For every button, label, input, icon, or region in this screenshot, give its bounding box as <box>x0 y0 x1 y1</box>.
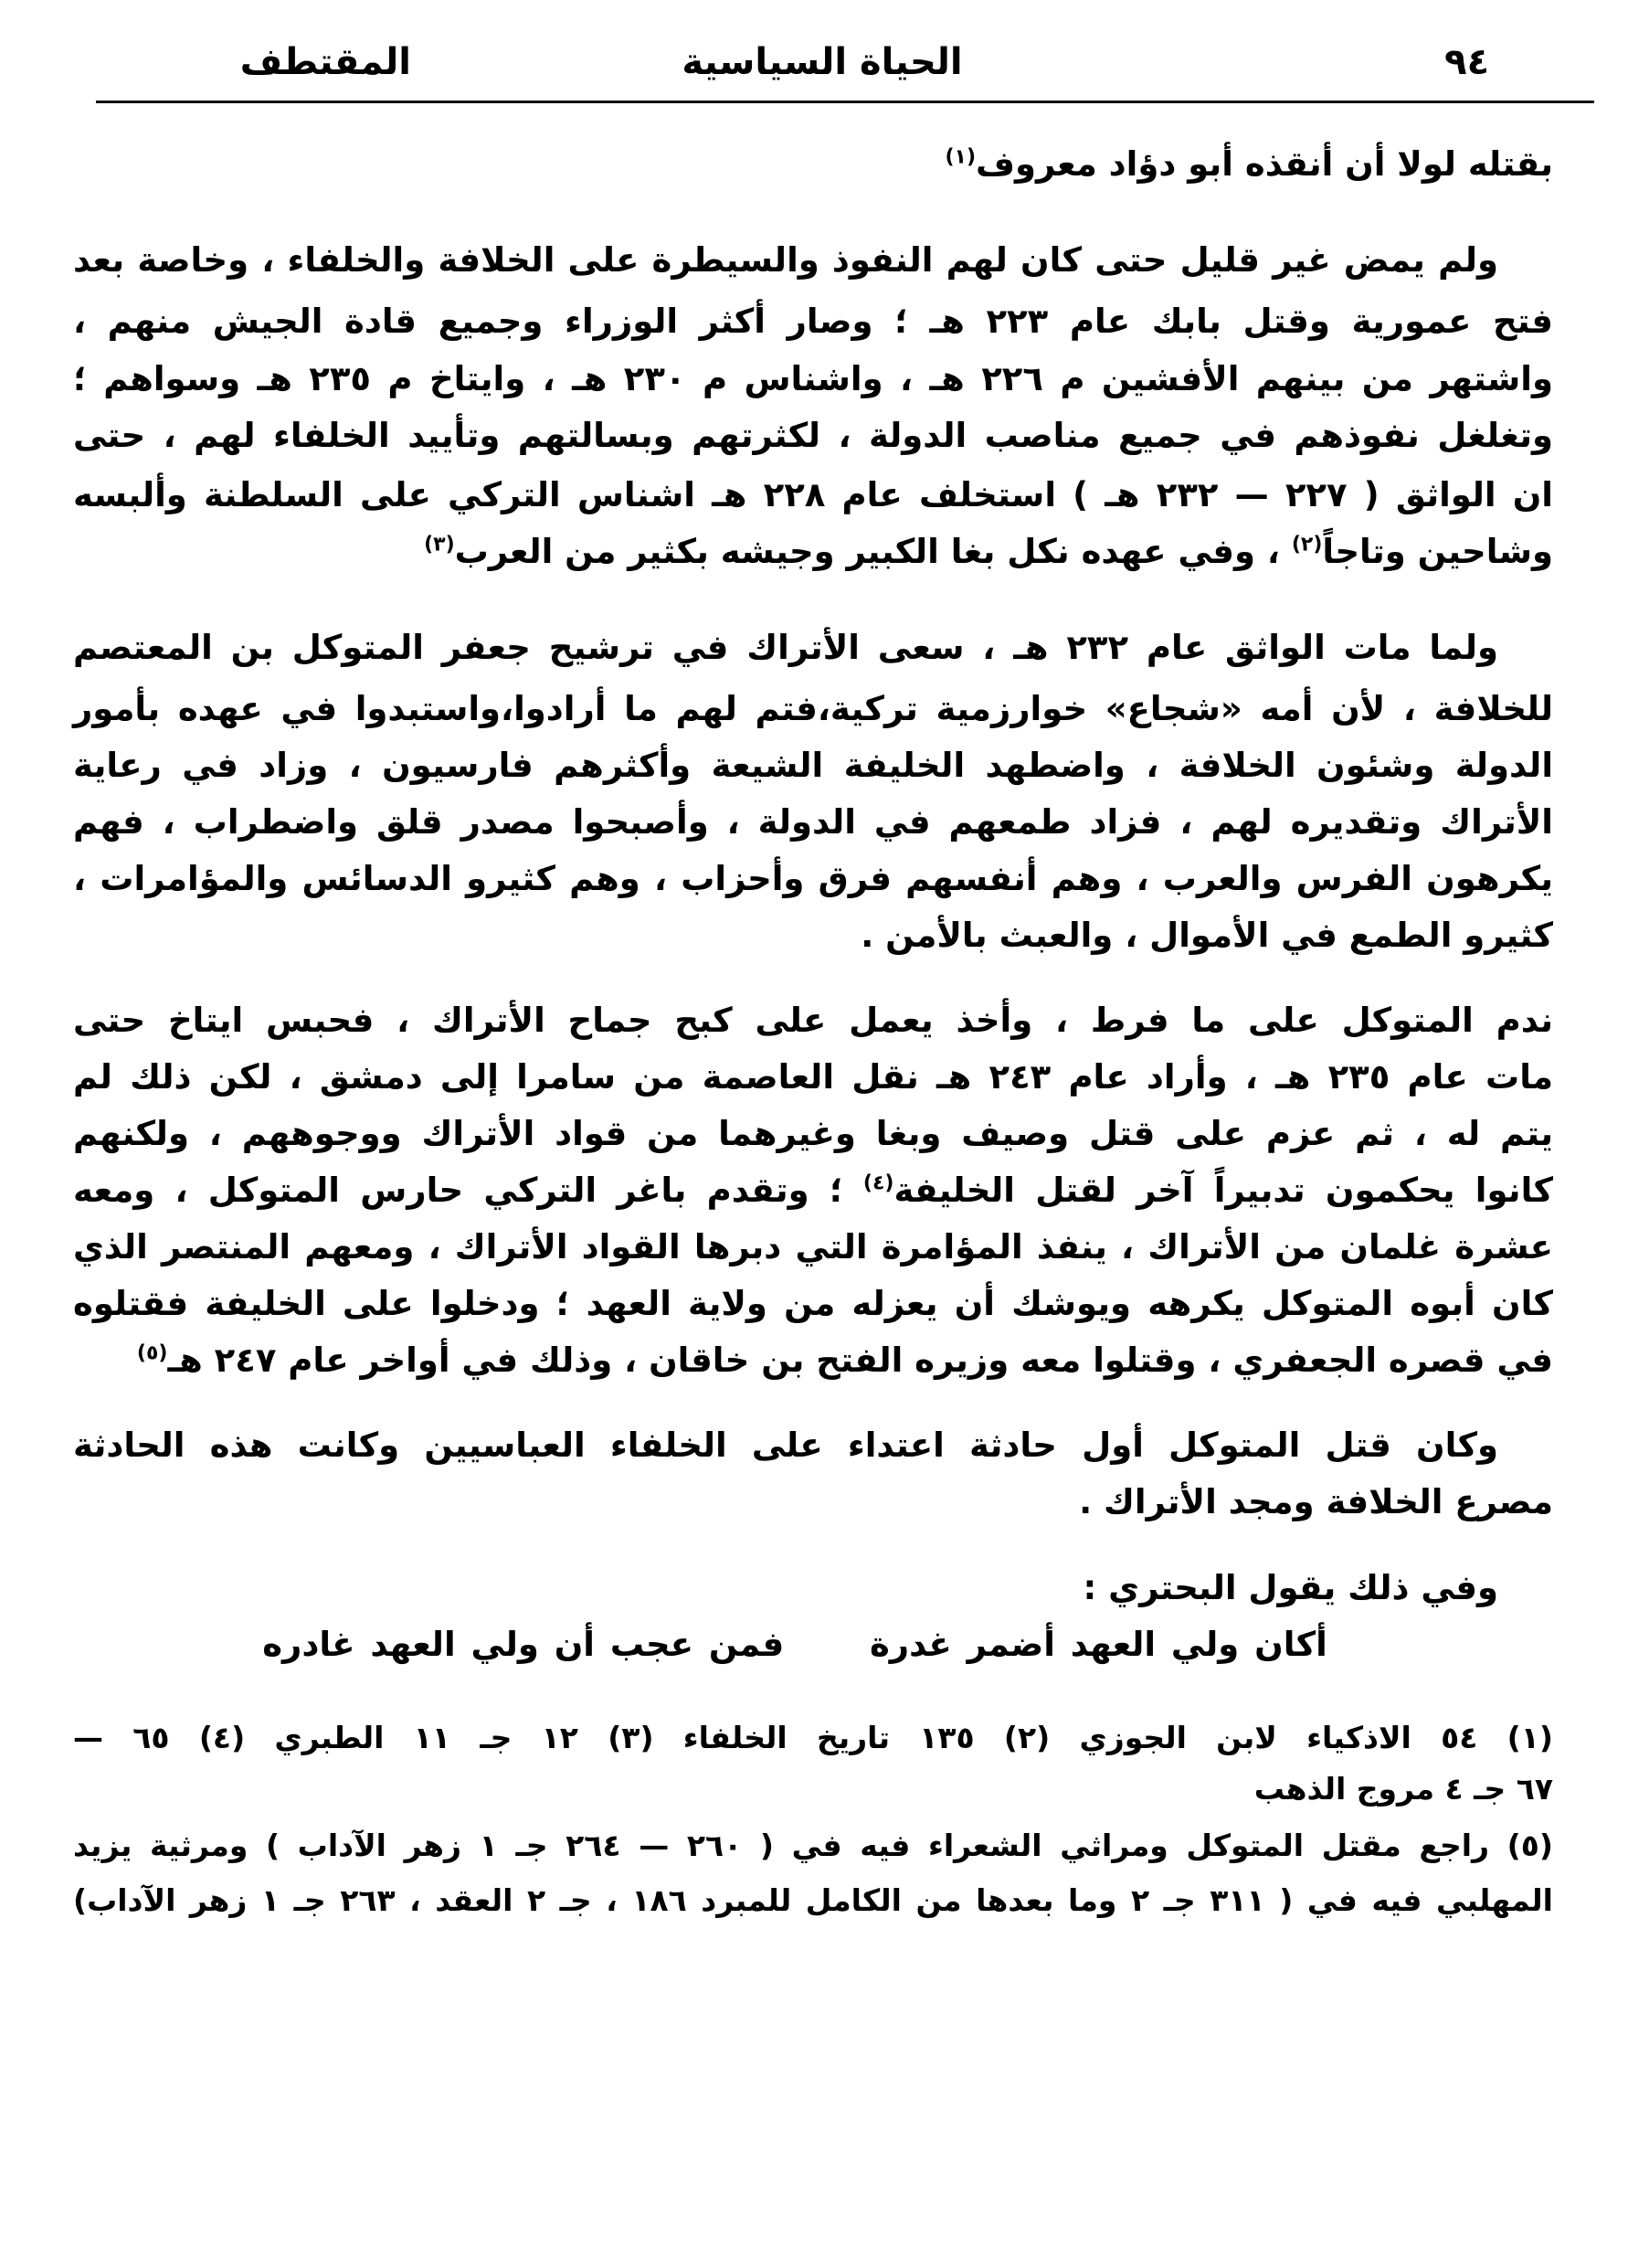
footnote-ref: (١) <box>945 145 976 169</box>
footnote-line: ٦٧ جـ ٤ مروج الذهب <box>1253 1771 1553 1807</box>
body-line: ان الواثق ( ٢٢٧ — ٢٣٢ هـ ) استخلف عام ٢٢٨ هـ اشناس التركي على السلطنة وألبسه <box>73 475 1553 514</box>
footnote-ref: (٤) <box>862 1171 894 1195</box>
footnote-line: (١) ٥٤ الاذكياء لابن الجوزي (٢) ١٣٥ تاريخ الخلفاء (٣) ١٢ جـ ١١ الطبري (٤) ٦٥ — <box>73 1720 1553 1755</box>
body-line: كثيرو الطمع في الأموال ، والعبث بالأمن . <box>861 916 1553 955</box>
footnote-ref: (٢) <box>1291 533 1323 556</box>
body-line: الدولة وشئون الخلافة ، واضطهد الخليفة الشيعة وأكثرهم فارسيون ، وزاد في رعاية <box>73 746 1553 785</box>
body-line: وتغلغل نفوذهم في جميع مناصب الدولة ، لكثرتهم وبسالتهم وتأييد الخلفاء لهم ، حتى <box>73 416 1553 455</box>
body-line: ولم يمض غير قليل حتى كان لهم النفوذ والسيطرة على الخلافة والخلفاء ، وخاصة بعد <box>73 240 1498 280</box>
footnote-ref: (٣) <box>424 533 455 556</box>
footnote-line: (٥) راجع مقتل المتوكل ومراثي الشعراء فيه في ( ٢٦٠ — ٢٦٤ جـ ١ زهر الآداب ) ومرثية يزيد <box>73 1828 1553 1863</box>
body-line: كانوا يحكمون تدبيراً آخر لقتل الخليفة$^{(٤)}$ ؛ وتقدم باغر التركي حارس المتوكل ، ومعه <box>73 1171 1553 1210</box>
body-line: مصرع الخلافة ومجد الأتراك . <box>1079 1482 1553 1521</box>
poem-verse <box>256 1617 1334 1672</box>
body-line: في قصره الجعفري ، وقتلوا معه وزيره الفتح بن خاقان ، وذلك في أواخر عام ٢٤٧ هـ$^{(٥)}$ <box>136 1341 1553 1380</box>
body-line: للخلافة ، لأن أمه «شجاع» خوارزمية تركية،فتم لهم ما أرادوا،واستبدوا في عهده بأمور <box>73 689 1553 728</box>
body-line: فتح عمورية وقتل بابك عام ٢٢٣ هـ ؛ وصار أكثر الوزراء وجميع قادة الجيش منهم ، <box>73 302 1553 341</box>
footnote-line: المهلبي فيه في ( ٣١١ جـ ٢ وما بعدها من الكامل للمبرد ١٨٦ ، جـ ٢ العقد ، ٢٦٣ جـ ١ زهر الآداب) <box>73 1882 1553 1918</box>
verse-hemistich-2: فمن عجب أن ولي العهد غادره <box>262 1625 785 1664</box>
body-line: وشاحين وتاجاً$^{(٢)}$ ، وفي عهده نكل بغا الكبير وجيشه بكثير من العرب$^{(٣)}$ <box>424 532 1553 571</box>
body-line: مات عام ٢٣٥ هـ ، وأراد عام ٢٤٣ هـ نقل العاصمة من سامرا إلى دمشق ، لكن ذلك لم <box>73 1057 1554 1097</box>
body-line: يتم له ، ثم عزم على قتل وصيف وبغا وغيرهما من قواد الأتراك ووجوههم ، ولكنهم <box>73 1114 1553 1153</box>
verse-hemistich-1: أكان ولي العهد أضمر غدرة <box>869 1625 1327 1664</box>
body-line: كان أبوه المتوكل يكرهه ويوشك أن يعزله من ولاية العهد ؛ ودخلوا على الخليفة فقتلوه <box>73 1284 1553 1323</box>
body-line: عشرة غلمان من الأتراك ، ينفذ المؤامرة التي دبرها القواد الأتراك ، ومعهم المنتصر الذي <box>73 1227 1553 1266</box>
journal-name: المقتطف <box>239 41 411 83</box>
body-line: ولما مات الواثق عام ٢٣٢ هـ ، سعى الأتراك في ترشيح جعفر المتوكل بن المعتصم <box>73 628 1498 667</box>
header-rule <box>96 101 1594 103</box>
running-title: الحياة السياسية <box>682 41 963 83</box>
body-line: واشتهر من بينهم الأفشين م ٢٢٦ هـ ، واشناس م ٢٣٠ هـ ، وايتاخ م ٢٣٥ هـ وسواهم ؛ <box>73 359 1553 398</box>
body-line: وفي ذلك يقول البحتري : <box>1083 1568 1498 1607</box>
footnote-ref: (٥) <box>136 1341 168 1365</box>
body-line: ندم المتوكل على ما فرط ، وأخذ يعمل على كبح جماح الأتراك ، فحبس ايتاخ حتى <box>73 1001 1553 1040</box>
body-line: الأتراك وتقديره لهم ، فزاد طمعهم في الدولة ، وأصبحوا مصدر قلق واضطراب ، فهم <box>73 802 1553 842</box>
page-number: ٩٤ <box>1444 41 1489 83</box>
body-line: بقتله لولا أن أنقذه أبو دؤاد معروف$^{(١)}$ <box>945 144 1553 184</box>
body-line: يكرهون الفرس والعرب ، وهم أنفسهم فرق وأحزاب ، وهم كثيرو الدسائس والمؤامرات ، <box>73 859 1553 898</box>
body-line: وكان قتل المتوكل أول حادثة اعتداء على الخلفاء العباسيين وكانت هذه الحادثة <box>73 1425 1498 1465</box>
